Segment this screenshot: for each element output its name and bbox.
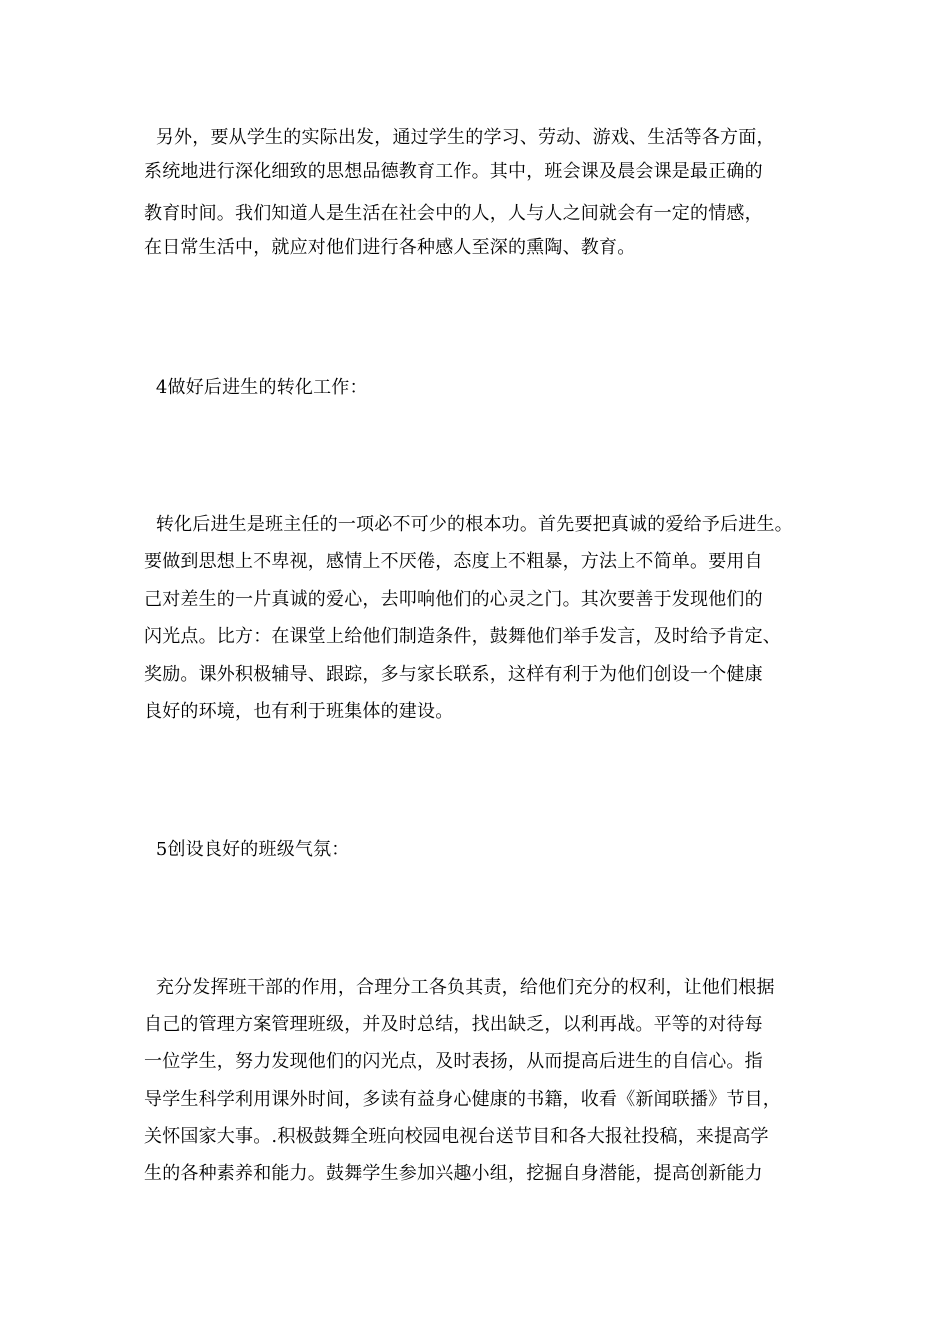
text-line: 教育时间。我们知道人是生活在社会中的人，人与人之间就会有一定的情感，: [144, 203, 763, 224]
section-heading-4: 4做好后进生的转化工作：: [144, 377, 368, 398]
text-line: 己对差生的一片真诚的爱心，去叩响他们的心灵之门。其次要善于发现他们的: [144, 589, 763, 610]
text-line: 转化后进生是班主任的一项必不可少的根本功。首先要把真诚的爱给予后进生。: [144, 514, 793, 535]
text-line: 一位学生，努力发现他们的闪光点，及时表扬，从而提高后进生的自信心。指: [144, 1051, 763, 1072]
text-line: 良好的环境，也有利于班集体的建设。: [144, 701, 454, 722]
text-line: 自己的管理方案管理班级，并及时总结，找出缺乏，以利再战。平等的对待每: [144, 1014, 763, 1035]
text-line: 另外，要从学生的实际出发，通过学生的学习、劳动、游戏、生活等各方面，: [144, 127, 775, 148]
text-line: 充分发挥班干部的作用，合理分工各负其责，给他们充分的权利，让他们根据: [144, 977, 775, 998]
text-line: 奖励。课外积极辅导、跟踪，多与家长联系，这样有利于为他们创设一个健康: [144, 664, 763, 685]
text-line: 要做到思想上不卑视，感情上不厌倦，态度上不粗暴，方法上不简单。要用自: [144, 551, 763, 572]
text-line: 系统地进行深化细致的思想品德教育工作。其中，班会课及晨会课是最正确的: [144, 161, 763, 182]
text-line: 关怀国家大事。.积极鼓舞全班向校园电视台送节目和各大报社投稿，来提高学: [144, 1126, 769, 1147]
text-line: 在日常生活中，就应对他们进行各种感人至深的熏陶、教育。: [144, 237, 636, 258]
text-line: 生的各种素养和能力。鼓舞学生参加兴趣小组，挖掘自身潜能，提高创新能力: [144, 1163, 763, 1184]
text-line: 闪光点。比方：在课堂上给他们制造条件，鼓舞他们举手发言，及时给予肯定、: [144, 626, 781, 647]
text-line: 导学生科学利用课外时间，多读有益身心健康的书籍，收看《新闻联播》节目，: [144, 1089, 781, 1110]
section-heading-5: 5创设良好的班级气氛：: [144, 839, 350, 860]
